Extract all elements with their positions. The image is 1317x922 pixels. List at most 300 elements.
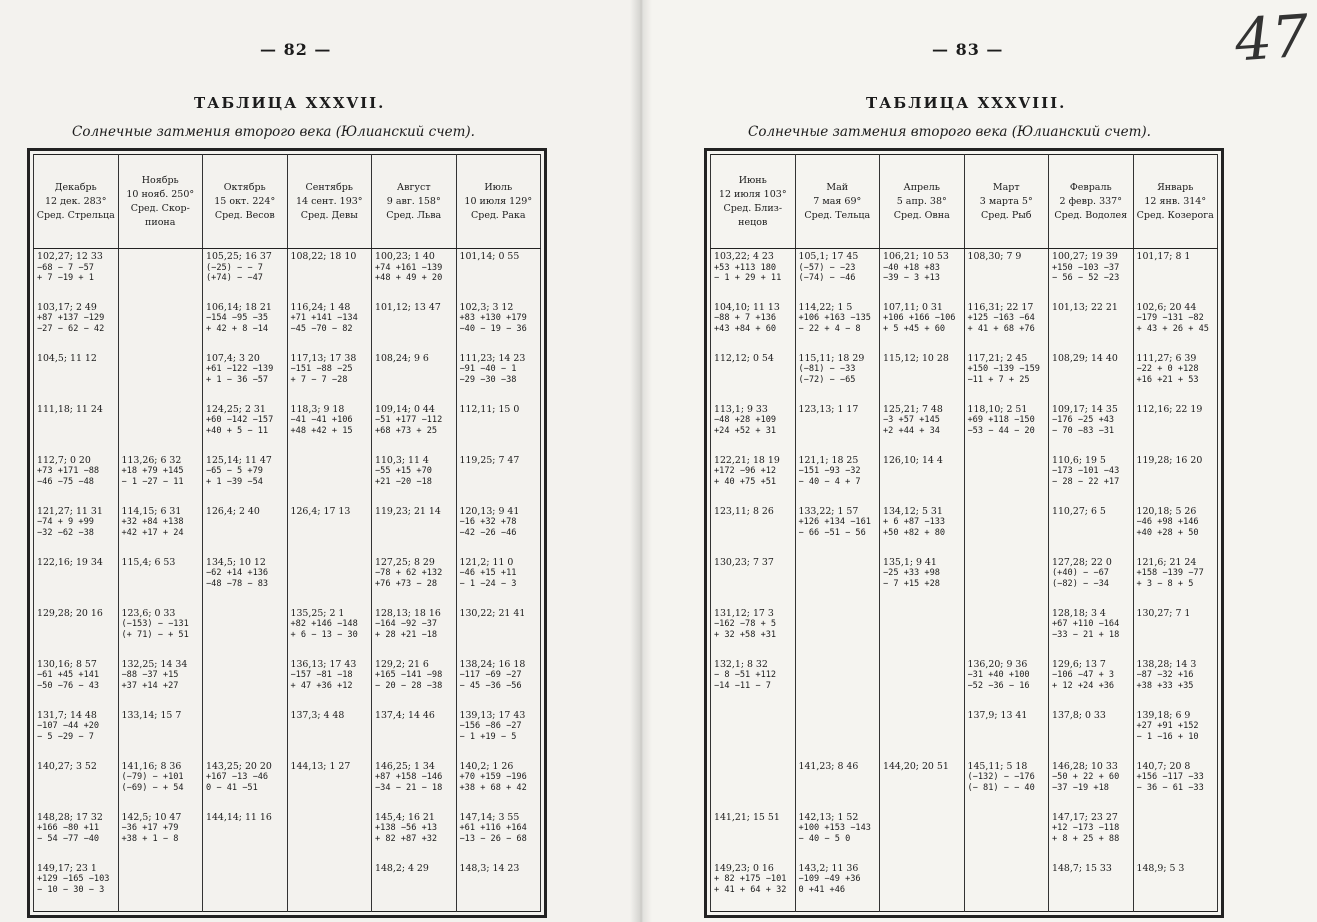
eclipse-coordinates: +100 +153 −143 (798, 823, 871, 833)
table-row (34, 402, 541, 453)
eclipse-date-time: 127,28; 22 0 (1052, 556, 1112, 568)
table-row (711, 861, 1218, 912)
column-header-line2: 12 янв. 314° (1144, 195, 1207, 207)
eclipse-date-time: 108,29; 14 40 (1052, 352, 1118, 364)
eclipse-coordinates: (−82) − −34 (1052, 578, 1109, 589)
eclipse-date-time: 138,24; 16 18 (459, 658, 526, 670)
eclipse-coordinates: +165 −141 −98 (375, 670, 443, 680)
eclipse-cell (964, 300, 1049, 351)
eclipse-cell (880, 708, 965, 759)
eclipse-coordinates: +43 +84 + 60 (714, 323, 777, 334)
eclipse-cell (118, 402, 203, 453)
table-row (34, 504, 541, 555)
eclipse-cell (1049, 249, 1134, 300)
eclipse-coordinates: −36 +17 +79 (121, 823, 179, 833)
column-header-line2: 10 июля 129° (464, 195, 533, 207)
eclipse-date-time: 142,13; 1 52 (798, 811, 859, 823)
eclipse-date-time: 125,21; 7 48 (883, 403, 943, 415)
eclipse-cell (34, 300, 119, 351)
eclipse-cell (372, 249, 457, 300)
table-row (34, 759, 541, 810)
column-header-line3: Сред. Рака (470, 209, 526, 221)
eclipse-date-time: 111,18; 11 24 (37, 403, 103, 415)
eclipse-date-time: 109,14; 0 44 (375, 403, 435, 415)
eclipse-coordinates: (−153) − −131 (121, 619, 189, 629)
eclipse-cell (1133, 708, 1218, 759)
eclipse-coordinates: − 66 −51 − 56 (798, 527, 866, 538)
eclipse-date-time: 107,4; 3 20 (206, 352, 260, 364)
eclipse-date-time: 104,5; 11 12 (37, 352, 97, 364)
column-header-line2: 10 нояб. 250° (126, 188, 195, 200)
column-header (34, 155, 119, 249)
eclipse-cell (372, 300, 457, 351)
eclipse-coordinates: + 43 + 26 + 45 (1136, 323, 1209, 334)
eclipse-cell (456, 810, 541, 861)
eclipse-cell (203, 555, 288, 606)
eclipse-coordinates: +40 + 5 − 11 (206, 425, 269, 436)
column-header-month: Февраль (1069, 181, 1112, 193)
column-header-line2: 12 дек. 283° (45, 195, 107, 207)
eclipse-date-time: 148,28; 17 32 (37, 811, 103, 823)
eclipse-cell (711, 861, 796, 912)
eclipse-date-time: 129,28; 20 16 (37, 607, 103, 619)
eclipse-cell (203, 300, 288, 351)
eclipse-date-time: 134,12; 5 31 (883, 505, 943, 517)
eclipse-coordinates: +69 +118 −150 (967, 415, 1035, 425)
eclipse-cell (456, 759, 541, 810)
page-number: — 82 — (260, 40, 332, 59)
eclipse-coordinates: −164 −92 −37 (375, 619, 438, 629)
column-header-month: Ноябрь (141, 174, 179, 186)
eclipse-cell (1049, 708, 1134, 759)
eclipse-date-time: 123,13; 1 17 (798, 403, 859, 415)
column-header-month: Май (826, 181, 849, 193)
eclipse-coordinates: − 54 −77 −40 (37, 833, 100, 844)
eclipse-coordinates: −40 +18 +83 (883, 262, 940, 273)
column-header-line2: 9 авг. 158° (386, 195, 441, 207)
eclipse-cell (287, 759, 372, 810)
eclipse-cell (203, 351, 288, 402)
eclipse-cell (795, 810, 880, 861)
eclipse-coordinates: −50 −76 − 43 (37, 680, 100, 691)
eclipse-coordinates: + 41 + 68 +76 (967, 323, 1035, 334)
eclipse-date-time: 130,27; 7 1 (1136, 607, 1191, 619)
eclipse-coordinates: −157 −81 −18 (290, 670, 353, 680)
eclipse-coordinates: + 6 − 13 − 30 (290, 629, 358, 640)
eclipse-coordinates: + 12 +24 +36 (1052, 680, 1115, 691)
eclipse-coordinates: (−79) − +101 (121, 772, 184, 782)
eclipse-date-time: 126,10; 14 4 (883, 454, 943, 466)
eclipse-coordinates: −27 − 62 − 42 (37, 323, 105, 334)
eclipse-date-time: 147,14; 3 55 (459, 811, 520, 823)
eclipse-cell (34, 759, 119, 810)
eclipse-cell (1049, 453, 1134, 504)
eclipse-date-time: 128,13; 18 16 (375, 607, 441, 619)
eclipse-date-time: 131,7; 14 48 (37, 709, 97, 721)
eclipse-cell (456, 453, 541, 504)
eclipse-coordinates: + 40 +75 +51 (714, 476, 777, 487)
book-gutter (630, 0, 652, 922)
eclipse-date-time: 101,13; 22 21 (1052, 301, 1118, 313)
eclipse-coordinates: +32 +84 +138 (121, 517, 184, 527)
eclipse-coordinates: −31 +40 +100 (967, 670, 1030, 680)
eclipse-cell (372, 759, 457, 810)
eclipse-coordinates: −91 −40 − 1 (459, 364, 517, 374)
column-header (372, 155, 457, 249)
eclipse-cell (287, 657, 372, 708)
eclipse-coordinates: − 40 − 5 0 (798, 833, 851, 844)
eclipse-coordinates: − 5 −29 − 7 (37, 731, 94, 742)
eclipse-date-time: 148,2; 4 29 (375, 862, 429, 874)
eclipse-coordinates: − 8 −51 +112 (714, 670, 777, 680)
column-header (964, 155, 1049, 249)
eclipse-cell (287, 504, 372, 555)
eclipse-date-time: 137,4; 14 46 (375, 709, 435, 721)
eclipse-coordinates: − 45 −36 −56 (459, 680, 522, 691)
eclipse-cell (456, 555, 541, 606)
eclipse-date-time: 144,13; 1 27 (290, 760, 351, 772)
eclipse-date-time: 113,1; 9 33 (714, 403, 768, 415)
eclipse-coordinates: (−132) − −176 (967, 772, 1035, 782)
table-row (34, 351, 541, 402)
eclipse-coordinates: +40 +28 + 50 (1136, 527, 1199, 538)
eclipse-cell (118, 453, 203, 504)
eclipse-coordinates: +76 +73 − 28 (375, 578, 438, 589)
eclipse-cell (34, 402, 119, 453)
eclipse-cell (118, 861, 203, 912)
eclipse-cell (1133, 504, 1218, 555)
eclipse-coordinates: −46 +15 +11 (459, 568, 517, 578)
eclipse-coordinates: − 22 + 4 − 8 (798, 323, 861, 334)
eclipse-coordinates: −162 −78 + 5 (714, 619, 777, 629)
eclipse-cell (880, 555, 965, 606)
eclipse-cell (287, 351, 372, 402)
eclipse-date-time: 122,21; 18 19 (714, 454, 780, 466)
eclipse-coordinates: −50 + 22 + 60 (1052, 772, 1120, 782)
eclipse-cell (456, 249, 541, 300)
eclipse-date-time: 111,27; 6 39 (1136, 352, 1197, 364)
eclipse-coordinates: +150 −103 −37 (1052, 262, 1120, 273)
eclipse-coordinates: −22 + 0 +128 (1136, 364, 1199, 374)
eclipse-cell (964, 861, 1049, 912)
eclipse-coordinates: + 42 + 8 −14 (206, 323, 269, 334)
eclipse-cell (456, 351, 541, 402)
eclipse-cell (795, 453, 880, 504)
table-row (34, 606, 541, 657)
eclipse-date-time: 130,23; 7 37 (714, 556, 774, 568)
eclipse-date-time: 115,11; 18 29 (798, 352, 865, 364)
eclipse-cell (711, 810, 796, 861)
eclipse-cell (372, 351, 457, 402)
eclipse-coordinates: − 10 − 30 − 3 (37, 884, 105, 895)
eclipse-cell (711, 453, 796, 504)
eclipse-cell (287, 708, 372, 759)
eclipse-cell (203, 453, 288, 504)
table-title: ТАБЛИЦА XXXVII. (194, 94, 386, 112)
eclipse-date-time: 130,16; 8 57 (37, 658, 97, 670)
eclipse-cell (880, 606, 965, 657)
eclipse-cell (34, 453, 119, 504)
eclipse-coordinates: −173 −101 −43 (1052, 466, 1120, 476)
eclipse-date-time: 101,14; 0 55 (459, 251, 520, 262)
eclipse-date-time: 123,11; 8 26 (714, 505, 774, 517)
eclipse-coordinates: −42 −26 −46 (459, 527, 517, 538)
eclipse-coordinates: −88 −37 +15 (121, 670, 179, 680)
table-row (711, 249, 1218, 300)
eclipse-coordinates: −25 +33 +98 (883, 568, 940, 578)
eclipse-cell (880, 810, 965, 861)
eclipse-coordinates: +166 −80 +11 (37, 823, 100, 833)
column-header (118, 155, 203, 249)
eclipse-date-time: 119,25; 7 47 (459, 454, 520, 466)
eclipse-cell (287, 402, 372, 453)
column-header-line2: 5 апр. 38° (896, 195, 947, 207)
eclipse-cell (34, 249, 119, 300)
eclipse-coordinates: +38 +33 +35 (1136, 680, 1194, 691)
eclipse-cell (1049, 810, 1134, 861)
eclipse-coordinates: + 28 +21 −18 (375, 629, 438, 640)
eclipse-coordinates: −34 − 21 − 18 (375, 782, 443, 793)
eclipse-coordinates: +27 +91 +152 (1136, 721, 1199, 731)
eclipse-date-time: 106,14; 18 21 (206, 301, 272, 313)
eclipse-cell (456, 708, 541, 759)
column-header-month: Декабрь (54, 181, 97, 193)
eclipse-cell (1133, 555, 1218, 606)
eclipse-cell (372, 402, 457, 453)
eclipse-date-time: 115,4; 6 53 (121, 556, 176, 568)
eclipse-cell (1049, 555, 1134, 606)
eclipse-cell (964, 810, 1049, 861)
eclipse-coordinates: + 8 + 25 + 88 (1052, 833, 1120, 844)
column-header-line3: Сред. Водолея (1054, 209, 1128, 221)
eclipse-date-time: 127,25; 8 29 (375, 556, 435, 568)
eclipse-date-time: 113,26; 6 32 (121, 454, 182, 466)
eclipse-cell (372, 657, 457, 708)
eclipse-date-time: 141,16; 8 36 (121, 760, 182, 772)
eclipse-cell (795, 504, 880, 555)
eclipse-cell (795, 555, 880, 606)
column-header (287, 155, 372, 249)
eclipse-coordinates: +61 −122 −139 (206, 364, 274, 374)
eclipse-coordinates: −14 −11 − 7 (714, 680, 771, 691)
eclipse-date-time: 135,1; 9 41 (883, 556, 937, 568)
eclipse-date-time: 108,24; 9 6 (375, 352, 429, 364)
eclipse-coordinates: +138 −56 +13 (375, 823, 438, 833)
eclipse-coordinates: +71 +141 −134 (290, 313, 358, 323)
eclipse-coordinates: − 1 +19 − 5 (459, 731, 517, 742)
eclipse-date-time: 104,10; 11 13 (714, 301, 780, 313)
eclipse-date-time: 102,6; 20 44 (1136, 301, 1197, 313)
eclipse-date-time: 121,27; 11 31 (37, 505, 103, 517)
eclipse-cell (1049, 861, 1134, 912)
eclipse-cell (711, 300, 796, 351)
eclipse-coordinates: +12 −173 −118 (1052, 823, 1120, 833)
column-header-line3: Сред. Льва (386, 209, 442, 221)
eclipse-cell (34, 810, 119, 861)
eclipse-date-time: 149,17; 23 1 (37, 862, 97, 874)
eclipse-coordinates: 0 − 41 −51 (206, 782, 258, 793)
eclipse-date-time: 136,20; 9 36 (967, 658, 1028, 670)
eclipse-coordinates: +156 −117 −33 (1136, 772, 1204, 782)
eclipse-cell (964, 657, 1049, 708)
eclipse-coordinates: −68 − 7 −57 (37, 262, 94, 273)
eclipse-coordinates: − 1 −16 + 10 (1136, 731, 1199, 742)
column-header-line3: Сред. Весов (214, 209, 275, 221)
eclipse-coordinates: + 82 +175 −101 (714, 874, 787, 884)
eclipse-date-time: 112,11; 15 0 (459, 403, 520, 415)
eclipse-coordinates: −151 −88 −25 (290, 364, 353, 374)
eclipse-coordinates: +167 −13 −46 (206, 772, 269, 782)
eclipse-coordinates: +38 + 1 − 8 (121, 833, 179, 844)
eclipse-coordinates: −37 −19 +18 (1052, 782, 1109, 793)
column-header-month: Октябрь (223, 181, 266, 193)
eclipse-coordinates: − 56 − 52 −23 (1052, 273, 1120, 283)
eclipse-date-time: 147,17; 23 27 (1052, 811, 1118, 823)
eclipse-coordinates: −48 −78 − 83 (206, 578, 269, 589)
eclipse-cell (203, 249, 288, 300)
eclipse-cell (372, 555, 457, 606)
eclipse-date-time: 148,9; 5 3 (1136, 862, 1185, 874)
eclipse-coordinates: (+ 71) − + 51 (121, 629, 189, 640)
eclipse-cell (287, 861, 372, 912)
eclipse-coordinates: (− 81) − − 40 (967, 782, 1035, 793)
column-header (1133, 155, 1218, 249)
eclipse-date-time: 116,24; 1 48 (290, 301, 351, 313)
eclipse-coordinates: −45 −70 − 82 (290, 323, 353, 334)
eclipse-cell (287, 249, 372, 300)
eclipse-coordinates: − 36 − 61 −33 (1136, 782, 1204, 793)
column-header-line3: Сред. Тельца (804, 209, 871, 221)
eclipse-coordinates: −13 − 26 − 68 (459, 833, 527, 844)
eclipse-cell (34, 504, 119, 555)
eclipse-coordinates: (+40) − −67 (1052, 568, 1109, 578)
eclipse-coordinates: +21 −20 −18 (375, 476, 432, 487)
table-subtitle: Солнечные затмения второго века (Юлианский счет). (748, 124, 1151, 140)
eclipse-coordinates: +53 +113 180 (714, 262, 777, 273)
eclipse-coordinates: +60 −142 −157 (206, 415, 274, 425)
eclipse-coordinates: +38 + 68 + 42 (459, 782, 527, 793)
eclipse-date-time: 137,3; 4 48 (290, 709, 345, 721)
eclipse-cell (795, 708, 880, 759)
eclipse-coordinates: + 32 +58 +31 (714, 629, 777, 640)
column-header-line2: 12 июля 103° (718, 188, 787, 200)
eclipse-coordinates: − 40 − 4 + 7 (798, 476, 861, 487)
eclipse-date-time: 126,4; 17 13 (290, 505, 351, 517)
eclipse-cell (372, 606, 457, 657)
table-row (711, 555, 1218, 606)
eclipse-date-time: 102,3; 3 12 (459, 301, 514, 313)
table-row (711, 810, 1218, 861)
column-header (880, 155, 965, 249)
eclipse-date-time: 101,17; 8 1 (1136, 251, 1191, 262)
eclipse-cell (118, 759, 203, 810)
eclipse-cell (711, 504, 796, 555)
table-row (34, 555, 541, 606)
eclipse-coordinates: +106 +163 −135 (798, 313, 871, 323)
eclipse-cell (711, 606, 796, 657)
eclipse-cell (1049, 504, 1134, 555)
eclipse-coordinates: −117 −69 −27 (459, 670, 522, 680)
eclipse-cell (711, 657, 796, 708)
eclipse-coordinates: (−72) − −65 (798, 374, 856, 385)
eclipse-date-time: 110,27; 6 5 (1052, 505, 1106, 517)
eclipse-cell (1133, 606, 1218, 657)
eclipse-coordinates: −46 +98 +146 (1136, 517, 1199, 527)
eclipse-coordinates: + 82 +87 +32 (375, 833, 438, 844)
eclipse-coordinates: −52 −36 − 16 (967, 680, 1030, 691)
eclipse-date-time: 138,28; 14 3 (1136, 658, 1197, 670)
eclipse-cell (880, 249, 965, 300)
table-row (711, 657, 1218, 708)
eclipse-date-time: 123,6; 0 33 (121, 607, 176, 619)
eclipse-cell (1133, 300, 1218, 351)
eclipse-cell (372, 708, 457, 759)
eclipse-cell (880, 861, 965, 912)
eclipse-cell (118, 504, 203, 555)
eclipse-cell (795, 861, 880, 912)
eclipse-coordinates: +83 +130 +179 (459, 313, 527, 323)
eclipse-date-time: 105,25; 16 37 (206, 251, 272, 262)
eclipse-coordinates: −16 +32 +78 (459, 517, 517, 527)
eclipse-coordinates: −62 +14 +136 (206, 568, 269, 578)
eclipse-cell (1049, 759, 1134, 810)
eclipse-cell (795, 249, 880, 300)
eclipse-date-time: 139,18; 6 9 (1136, 709, 1191, 721)
eclipse-coordinates: +42 +17 + 24 (121, 527, 184, 538)
eclipse-date-time: 144,20; 20 51 (883, 760, 949, 772)
eclipse-date-time: 145,11; 5 18 (967, 760, 1028, 772)
column-header-month: Март (992, 181, 1020, 193)
eclipse-coordinates: − 1 + 29 + 11 (714, 273, 782, 283)
eclipse-cell (203, 810, 288, 861)
column-header-line3: Сред. Скор-пиона (130, 202, 190, 228)
eclipse-coordinates: −40 − 19 − 36 (459, 323, 527, 334)
eclipse-coordinates: + 1 −39 −54 (206, 476, 263, 487)
eclipse-coordinates: +158 −139 −77 (1136, 568, 1204, 578)
eclipse-cell (372, 504, 457, 555)
eclipse-cell (456, 300, 541, 351)
eclipse-date-time: 112,16; 22 19 (1136, 403, 1203, 415)
eclipse-cell (1049, 300, 1134, 351)
eclipse-date-time: 107,11; 0 31 (883, 301, 943, 313)
eclipse-date-time: 121,1; 18 25 (798, 454, 859, 466)
eclipse-coordinates: +82 +146 −148 (290, 619, 358, 629)
table-row (711, 708, 1218, 759)
eclipse-coordinates: +24 +52 + 31 (714, 425, 777, 436)
eclipse-date-time: 137,9; 13 41 (967, 709, 1028, 721)
table-row (34, 810, 541, 861)
eclipse-cell (203, 606, 288, 657)
eclipse-coordinates: 0 +41 +46 (798, 884, 846, 895)
table-row (34, 861, 541, 912)
eclipse-coordinates: + 47 +36 +12 (290, 680, 353, 691)
eclipse-cell (795, 402, 880, 453)
eclipse-cell (203, 504, 288, 555)
column-header-line3: Сред. Овна (893, 209, 950, 221)
eclipse-date-time: 136,13; 17 43 (290, 658, 357, 670)
eclipse-cell (795, 351, 880, 402)
column-header-line3: Сред. Близ-нецов (723, 202, 783, 228)
eclipse-cell (456, 402, 541, 453)
eclipse-date-time: 120,13; 9 41 (459, 505, 520, 517)
eclipse-cell (203, 861, 288, 912)
eclipse-date-time: 109,17; 14 35 (1052, 403, 1118, 415)
eclipse-cell (1133, 657, 1218, 708)
eclipse-coordinates: −87 −32 +16 (1136, 670, 1194, 680)
eclipse-coordinates: −53 − 44 − 20 (967, 425, 1035, 436)
eclipse-date-time: 141,23; 8 46 (798, 760, 859, 772)
column-header-line3: Сред. Девы (300, 209, 358, 221)
